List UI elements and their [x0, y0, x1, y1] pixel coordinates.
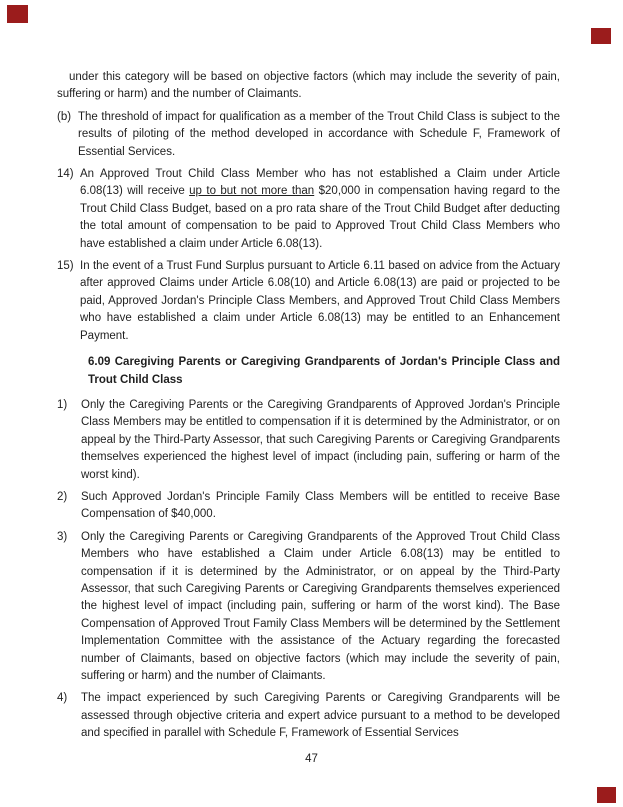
- list-marker-14: 14): [57, 168, 74, 181]
- paragraph-continuation: under this category will be based on objective factors (which may include the severity of pain, suffering or harm) and the number of Claimants.: [57, 71, 560, 101]
- list-item-2: [57, 489, 560, 524]
- list-item-3: [57, 529, 560, 686]
- list-marker-2: 2): [57, 490, 68, 503]
- list-item-2-text: Such Approved Jordan's Principle Family Class Members will be entitled to receive Base Compensation of $40,000.: [81, 490, 560, 521]
- list-marker-3: 3): [57, 530, 68, 543]
- list-item-3-text: Only the Caregiving Parents or Caregiving Grandparents of the Approved Trout Child Class Members who have established a Claim under Article 6.08(13) may be entitled to compensation if it is determined by the Administrator, or on appeal by the Third-Party Assessor, that such Caregiving Parents or Caregiving Grandparents themselves experienced the highest level of impact (including pain, suffering or harm of the worst kind). The Base Compensation of Approved Trout Family Class Members will be determined by the Settlement Implementation Committee with the assistance of the Actuary regarding the forecasted number of Claimants, based on objective factors (which may include the severity of pain, suffering or harm) and the number of Claimants.: [81, 530, 560, 682]
- list-item-14-text-post: $20,000 in compensation having regard to the Trout Child Class Budget, based on a pro rata share of the Trout Child Budget after deducting the total amount of compensation to be paid to Approved Trout Child Class Members who have established a claim under Article 6.08(13).: [80, 185, 561, 250]
- redaction-mark-bottom-right: [597, 787, 616, 803]
- list-item-14: [57, 166, 560, 253]
- list-item-4-text: The impact experienced by such Caregiving Parents or Caregiving Grandparents will be assessed through objective criteria and expert advice pursuant to a method to be developed and specified in parallel with Schedule F, Framework of Essential Services: [81, 692, 560, 740]
- list-marker-b: (b): [57, 110, 72, 123]
- list-item-1: [57, 397, 560, 484]
- list-item-15: [57, 258, 560, 345]
- page-number: 47: [305, 753, 318, 765]
- list-item-4: [57, 690, 560, 742]
- section-heading-6-09: 6.09 Caregiving Parents or Caregiving Grandparents of Jordan's Principle Class and Trout Child Class: [88, 356, 560, 386]
- redaction-mark-top-left: [7, 5, 28, 23]
- list-item-15-text: In the event of a Trust Fund Surplus pursuant to Article 6.11 based on advice from the Actuary after approved Claims under Article 6.08(10) and Article 6.08(13) are paid or projected to be paid, Approved Jordan's Principle Class Members, and Approved Trout Child Class Members who have established a claim under Article 6.08(13) may be entitled to an Enhancement Payment.: [80, 260, 560, 342]
- list-marker-1: 1): [57, 398, 68, 411]
- redaction-mark-top-right: [591, 28, 611, 44]
- list-item-14-text-pre: An Approved Trout Child Class Member who has not established a Claim under Article 6.08(13) will receive: [80, 168, 560, 198]
- list-marker-4: 4): [57, 692, 68, 705]
- list-item-1-text: Only the Caregiving Parents or the Caregiving Grandparents of Approved Jordan's Principle Class Members may be entitled to compensation if it is determined by the Administrator, or on appeal by the Third-Party Assessor, that such Caregiving Parents or Caregiving Grandparents themselves experienced the highest level of impact (including pain, suffering or harm of the worst kind).: [81, 398, 560, 481]
- list-item-b: [57, 109, 560, 161]
- list-item-b-text: The threshold of impact for qualification as a member of the Trout Child Class is subject to the results of piloting of the method developed in accordance with Schedule F, Framework of Essential Services.: [78, 110, 560, 158]
- list-item-14-text-underlined: up to but not more than: [189, 185, 315, 198]
- list-marker-15: 15): [57, 260, 74, 273]
